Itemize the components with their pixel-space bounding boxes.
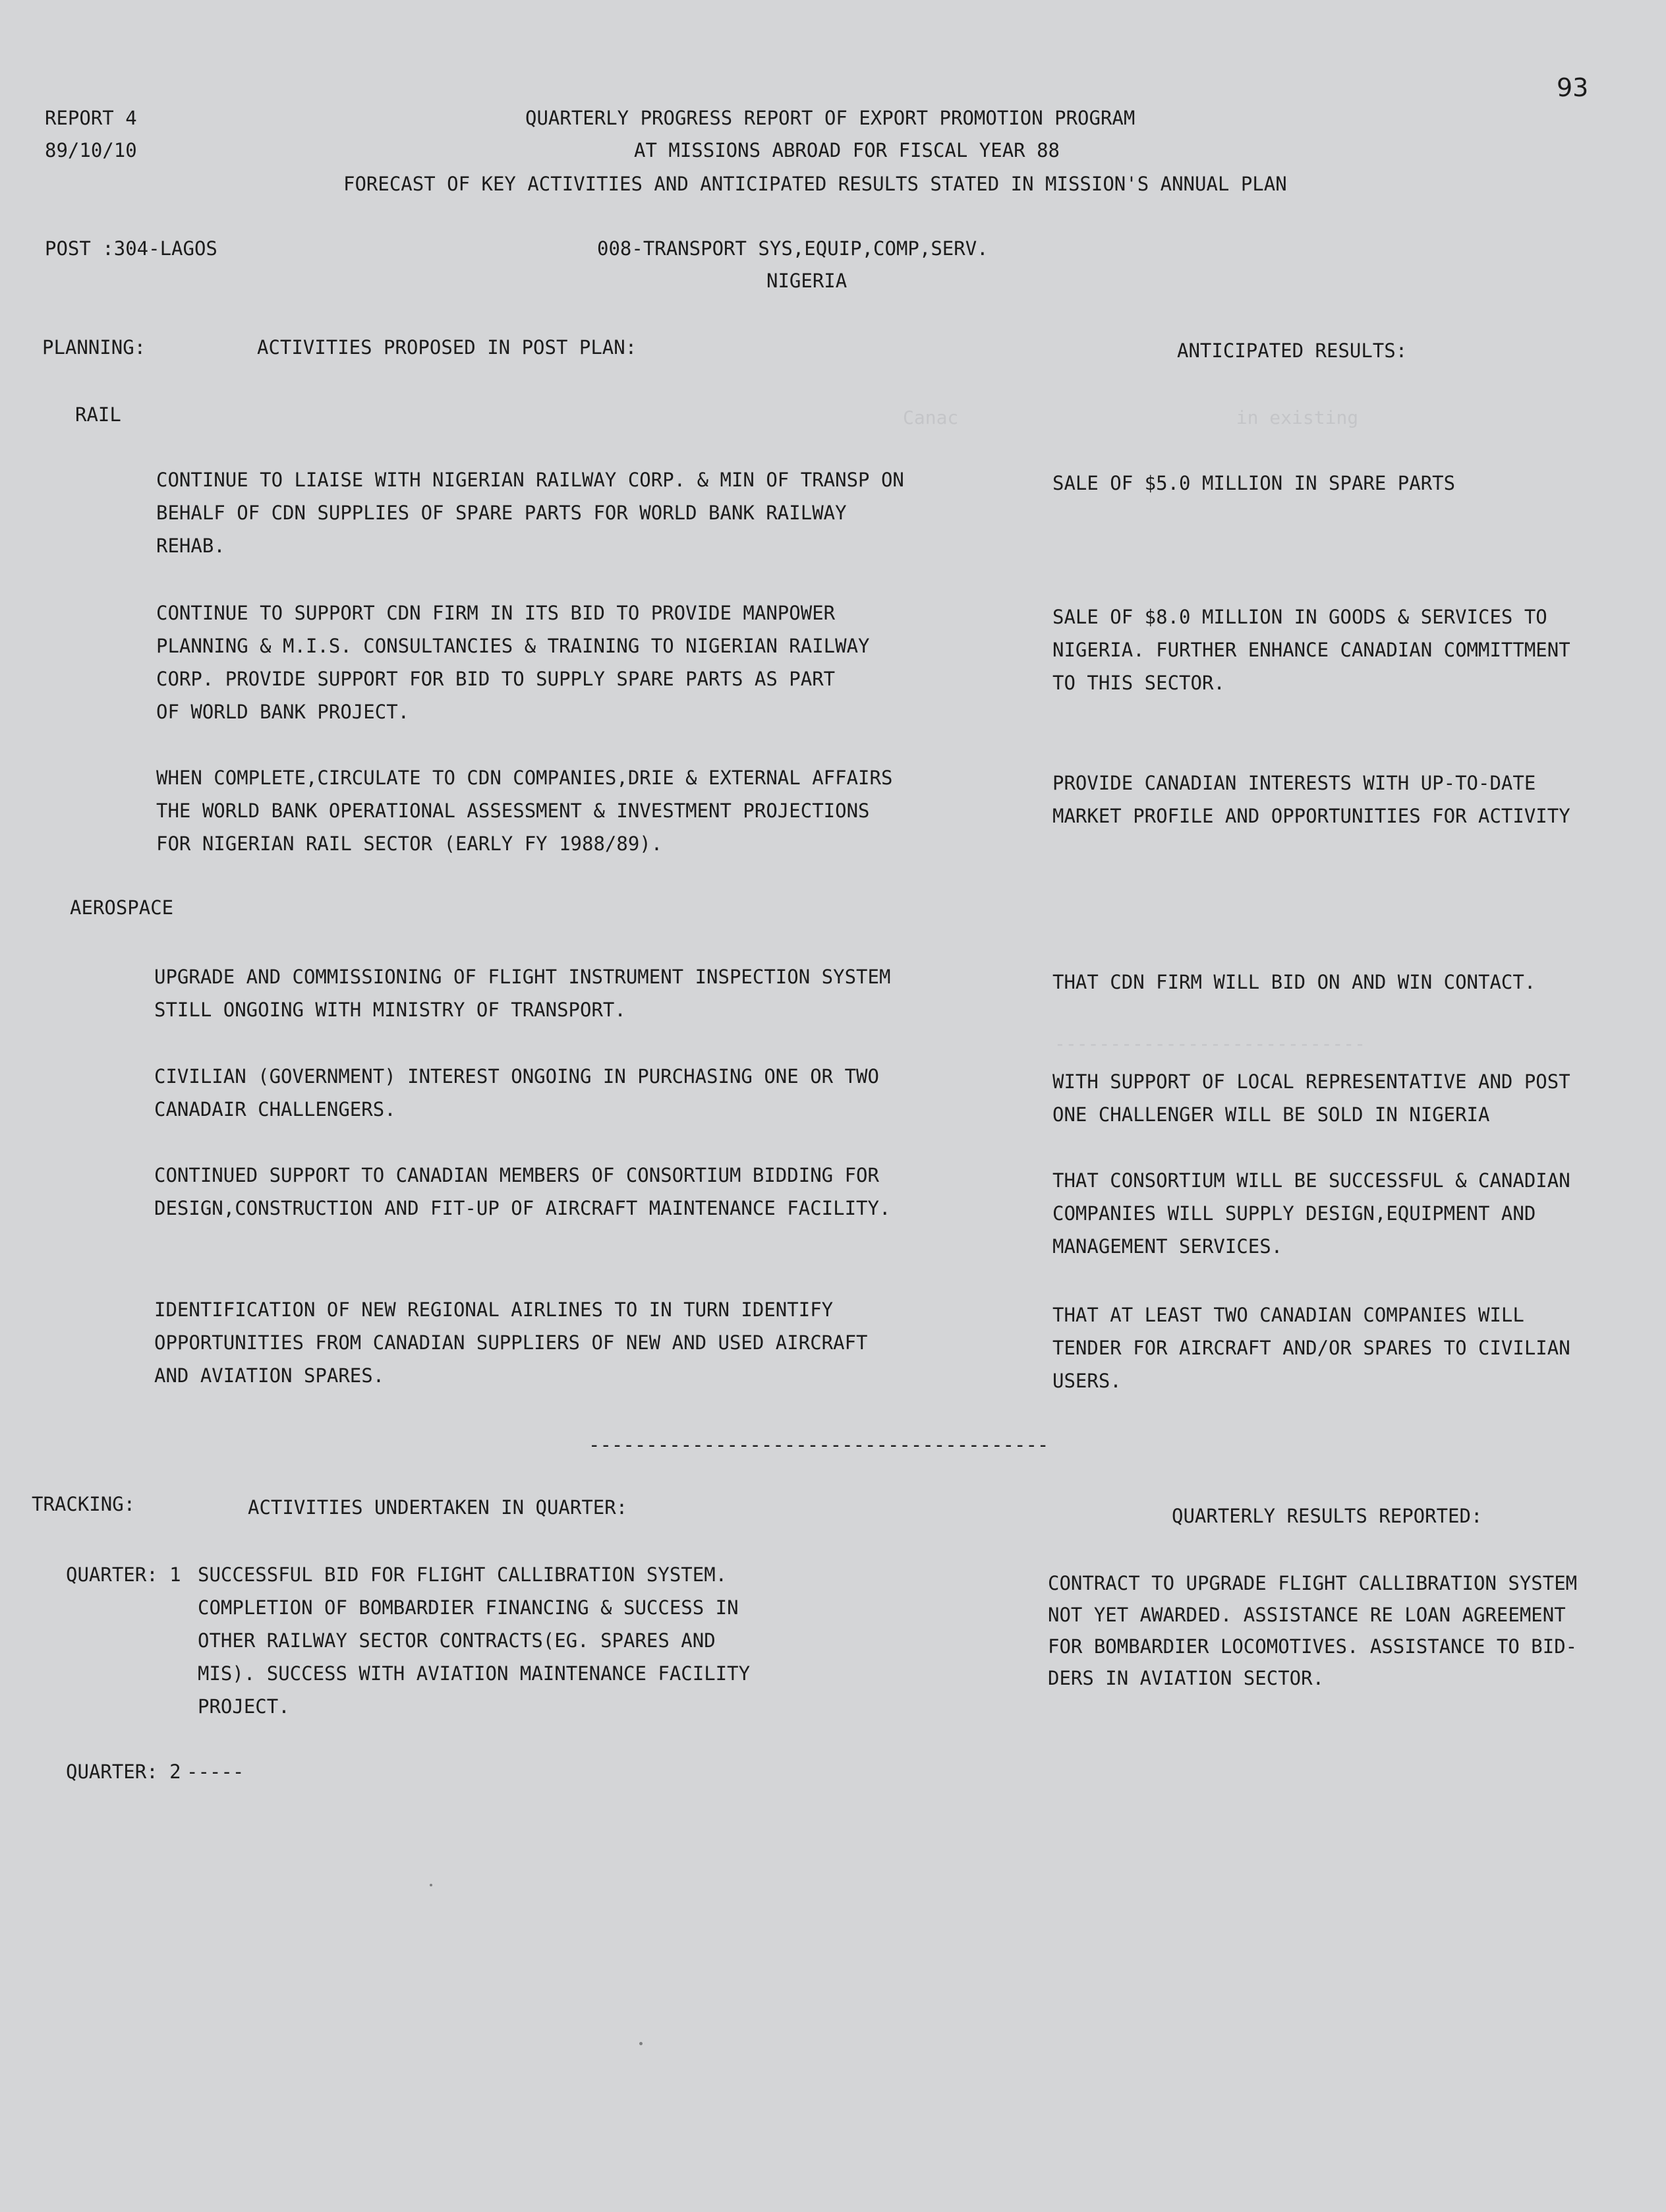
activity-line: FOR NIGERIAN RAIL SECTOR (EARLY FY 1988/89). [156,832,663,855]
quarter-label: QUARTER: 1 [66,1563,181,1586]
activity-line: MIS). SUCCESS WITH AVIATION MAINTENANCE FACILITY [198,1662,751,1685]
activity-line: CIVILIAN (GOVERNMENT) INTEREST ONGOING IN PURCHASING ONE OR TWO [154,1065,879,1088]
anticipated-result [1052,1298,1570,1397]
planning-activity [154,1060,879,1126]
result-line: THAT CONSORTIUM WILL BE SUCCESSFUL & CANADIAN [1052,1169,1570,1192]
report-title-line-1: QUARTERLY PROGRESS REPORT OF EXPORT PROMOTION PROGRAM [525,107,1135,129]
planning-activity [156,761,892,860]
planning-activity [156,463,904,562]
activity-line: BEHALF OF CDN SUPPLIES OF SPARE PARTS FOR WORLD BANK RAILWAY [156,502,847,524]
activity-line: DESIGN,CONSTRUCTION AND FIT-UP OF AIRCRAFT MAINTENANCE FACILITY. [154,1197,891,1219]
post-code: POST :304-LAGOS [45,237,217,260]
result-line: THAT AT LEAST TWO CANADIAN COMPANIES WILL [1052,1304,1524,1326]
section-heading-aerospace: AEROSPACE [70,896,174,919]
tracking-label: TRACKING: [32,1493,136,1515]
anticipated-result [1052,767,1570,832]
activity-line: SUCCESSFUL BID FOR FLIGHT CALLIBRATION SYSTEM. [198,1563,728,1586]
report-title-line-3: FORECAST OF KEY ACTIVITIES AND ANTICIPATED RESULTS STATED IN MISSION'S ANNUAL PLAN [343,173,1287,195]
activity-line: THE WORLD BANK OPERATIONAL ASSESSMENT & INVESTMENT PROJECTIONS [156,800,870,822]
result-line: SALE OF $8.0 MILLION IN GOODS & SERVICES TO [1052,606,1547,628]
planning-label: PLANNING: [42,336,146,359]
result-line: MANAGEMENT SERVICES. [1052,1235,1283,1258]
quarter-activity: ----- [187,1761,244,1783]
anticipated-result [1052,1164,1570,1263]
planning-activity [154,1293,868,1392]
result-line: TENDER FOR AIRCRAFT AND/OR SPARES TO CIVILIAN [1052,1337,1570,1359]
planning-activity [156,597,870,728]
result-line: NIGERIA. FURTHER ENHANCE CANADIAN COMMITTMENT [1052,639,1570,661]
quarter-label: QUARTER: 2 [66,1761,181,1783]
activity-line: WHEN COMPLETE,CIRCULATE TO CDN COMPANIES,DRIE & EXTERNAL AFFAIRS [156,767,893,789]
country: NIGERIA [766,270,847,292]
activity-line: PROJECT. [198,1695,290,1718]
activity-line: OF WORLD BANK PROJECT. [156,701,410,723]
quarter-activity [198,1558,750,1723]
result-line: NOT YET AWARDED. ASSISTANCE RE LOAN AGREEMENT [1048,1604,1566,1626]
activity-line: PLANNING & M.I.S. CONSULTANCIES & TRAINING TO NIGERIAN RAILWAY [156,635,870,657]
scan-speck [430,1884,432,1886]
result-line: MARKET PROFILE AND OPPORTUNITIES FOR ACTIVITY [1052,805,1570,827]
activity-line: OPPORTUNITIES FROM CANADIAN SUPPLIERS OF NEW AND USED AIRCRAFT [154,1331,868,1354]
section-heading-rail: RAIL [75,403,121,426]
tracking-activities-header: ACTIVITIES UNDERTAKEN IN QUARTER: [248,1496,628,1519]
result-line: COMPANIES WILL SUPPLY DESIGN,EQUIPMENT AND [1052,1202,1536,1225]
report-id: REPORT 4 [45,107,137,129]
result-line: USERS. [1052,1370,1122,1392]
planning-activity [154,1159,890,1225]
activity-line: CONTINUE TO LIAISE WITH NIGERIAN RAILWAY CORP. & MIN OF TRANSP ON [156,469,904,491]
result-line: SALE OF $5.0 MILLION IN SPARE PARTS [1052,472,1456,494]
result-line: PROVIDE CANADIAN INTERESTS WITH UP-TO-DATE [1052,772,1536,794]
tracking-results-header: QUARTERLY RESULTS REPORTED: [1172,1505,1483,1527]
result-line: ONE CHALLENGER WILL BE SOLD IN NIGERIA [1052,1103,1490,1126]
anticipated-result [1052,467,1455,500]
activity-line: CORP. PROVIDE SUPPORT FOR BID TO SUPPLY SPARE PARTS AS PART [156,668,836,690]
sector-code: 008-TRANSPORT SYS,EQUIP,COMP,SERV. [597,237,989,260]
anticipated-result [1052,966,1536,999]
anticipated-result [1052,600,1570,699]
bleed-through-texture: ---------------------------- [1054,1033,1366,1055]
result-line: CONTRACT TO UPGRADE FLIGHT CALLIBRATION SYSTEM [1048,1572,1578,1594]
result-line: TO THIS SECTOR. [1052,672,1225,694]
activity-line: CONTINUE TO SUPPORT CDN FIRM IN ITS BID TO PROVIDE MANPOWER [156,602,836,624]
result-line: THAT CDN FIRM WILL BID ON AND WIN CONTACT. [1052,971,1536,993]
activity-line: OTHER RAILWAY SECTOR CONTRACTS(EG. SPARES AND [198,1629,716,1652]
anticipated-result [1052,1065,1570,1131]
activity-line: CONTINUED SUPPORT TO CANADIAN MEMBERS OF CONSORTIUM BIDDING FOR [154,1164,879,1186]
planning-activities-header: ACTIVITIES PROPOSED IN POST PLAN: [257,336,637,359]
activity-line: IDENTIFICATION OF NEW REGIONAL AIRLINES TO IN TURN IDENTIFY [154,1298,834,1321]
section-divider: ---------------------------------------- [589,1434,1049,1456]
activity-line: UPGRADE AND COMMISSIONING OF FLIGHT INSTRUMENT INSPECTION SYSTEM [154,966,891,988]
activity-line: COMPLETION OF BOMBARDIER FINANCING & SUCCESS IN [198,1596,739,1619]
planning-results-header: ANTICIPATED RESULTS: [1177,339,1408,362]
activity-line: REHAB. [156,535,225,557]
result-line: WITH SUPPORT OF LOCAL REPRESENTATIVE AND POST [1052,1070,1570,1093]
activity-line: AND AVIATION SPARES. [154,1364,385,1387]
page-number: 93 [1557,73,1589,102]
report-date: 89/10/10 [45,139,137,161]
report-title-line-2: AT MISSIONS ABROAD FOR FISCAL YEAR 88 [634,139,1060,161]
activity-line: STILL ONGOING WITH MINISTRY OF TRANSPORT. [154,999,626,1021]
result-line: FOR BOMBARDIER LOCOMOTIVES. ASSISTANCE TO BID- [1048,1635,1578,1658]
result-line: DERS IN AVIATION SECTOR. [1048,1667,1325,1689]
planning-activity [154,960,890,1026]
quarter-result [1048,1567,1577,1694]
bleed-through-texture: Canac in existing [903,407,1359,428]
activity-line: CANADAIR CHALLENGERS. [154,1098,396,1121]
scan-speck [639,2042,643,2045]
